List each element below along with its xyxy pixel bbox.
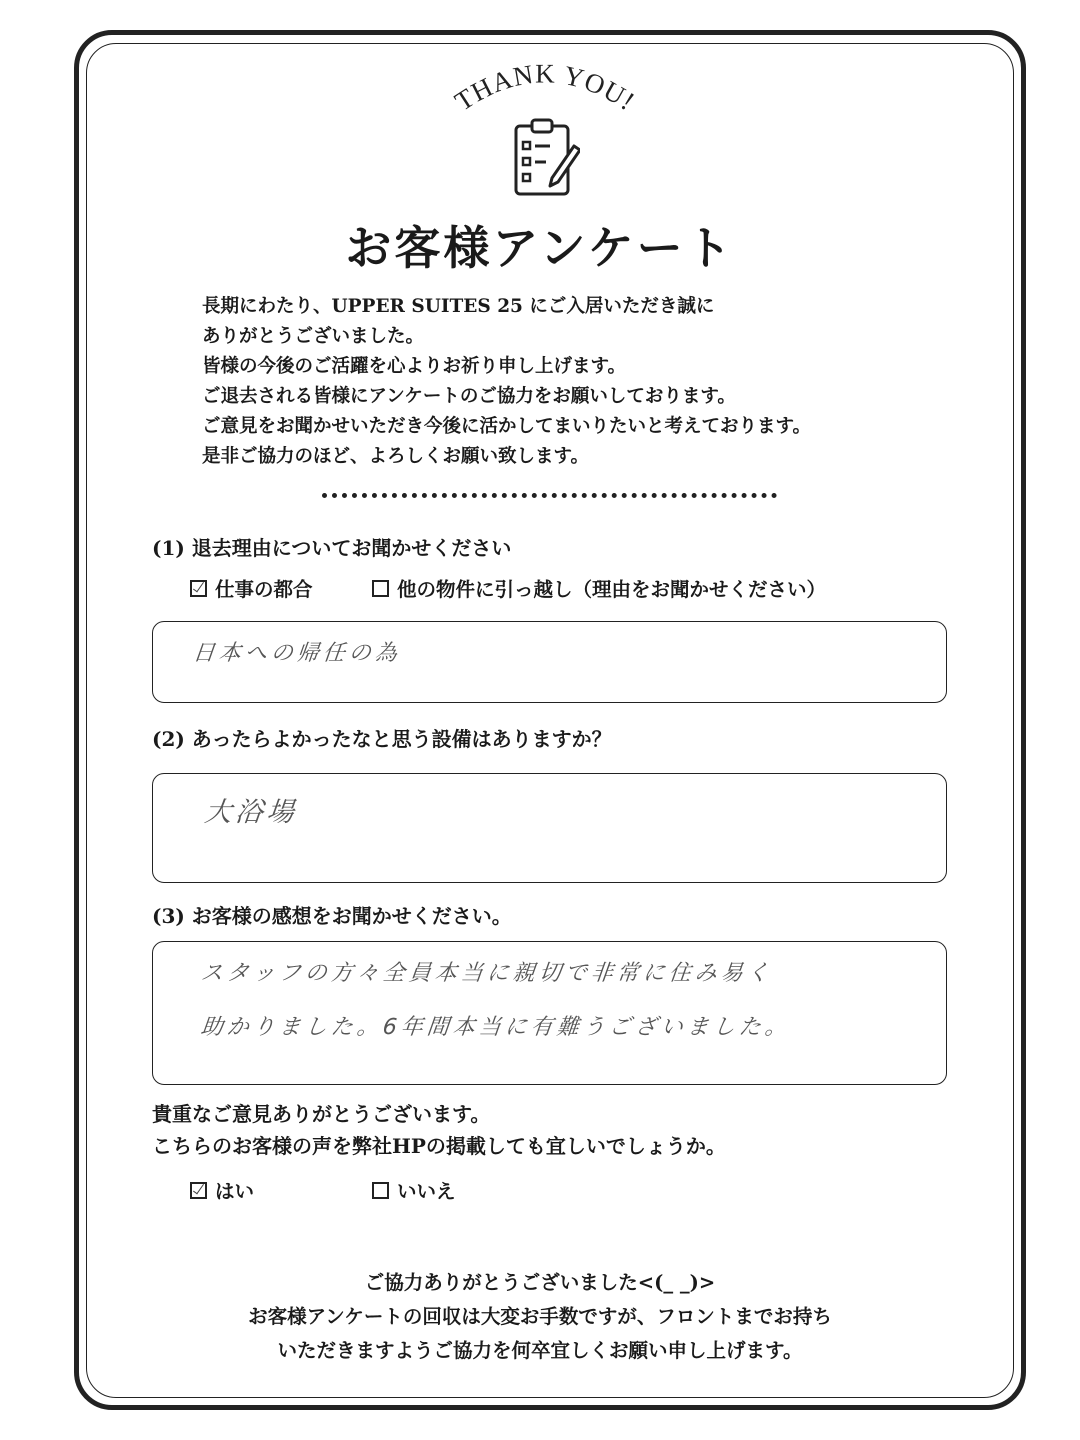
consent-yes-label: はい [215, 1180, 255, 1203]
q1-option-move[interactable] [372, 574, 826, 602]
intro-line: ありがとうございました。 [202, 326, 425, 347]
q3-handwritten-line: スタッフの方々全員本当に親切で非常に住み易く [199, 961, 775, 986]
page-title: お客様アンケート [345, 221, 735, 275]
dotted-divider [322, 493, 777, 498]
intro-text [202, 292, 811, 472]
q3-answer-box[interactable] [152, 941, 947, 1085]
q1-answer-box[interactable] [152, 621, 947, 703]
closing-line: いただきますようご協力を何卒宜しくお願い申し上げます。 [277, 1339, 803, 1362]
checkbox[interactable] [372, 1182, 389, 1199]
checkbox-checked[interactable] [190, 1182, 207, 1199]
closing-line: ご協力ありがとうございました<(_ _)> [364, 1271, 716, 1294]
q1-option-label: 他の物件に引っ越し（理由をお聞かせください） [397, 578, 827, 601]
closing-text [0, 1266, 1080, 1368]
svg-text:THANK YOU! [449, 58, 640, 116]
consent-no-label: いいえ [397, 1180, 456, 1203]
question-3: (3) お客様の感想をお聞かせください。 [152, 904, 512, 928]
intro-line: ご退去される皆様にアンケートのご協力をお願いしております。 [202, 386, 736, 407]
intro-line: 是非ご協力のほど、よろしくお願い致します。 [202, 446, 590, 467]
intro-line: 長期にわたり、UPPER SUITES 25 にご入居いただき誠に [202, 296, 715, 317]
checkbox[interactable] [372, 580, 389, 597]
q3-handwritten-line: 助かりました。6年間本当に有難うございました。 [199, 1015, 793, 1040]
consent-text [152, 1098, 726, 1162]
q1-option-label: 仕事の都合 [215, 578, 313, 601]
closing-line: お客様アンケートの回収は大変お手数ですが、フロントまでお持ち [248, 1305, 832, 1328]
consent-line: 貴重なご意見ありがとうございます。 [152, 1102, 491, 1126]
consent-line: こちらのお客様の声を弊社HPの掲載しても宜しいでしょうか。 [152, 1134, 726, 1158]
clipboard-checklist-icon [508, 116, 580, 198]
consent-option-yes[interactable] [190, 1176, 254, 1204]
thank-you-text: THANK YOU! [449, 58, 641, 117]
intro-line: ご意見をお聞かせいただき今後に活かしてまいりたいと考えております。 [202, 416, 812, 437]
q2-handwritten-answer: 大浴場 [203, 797, 300, 828]
checkbox-checked[interactable] [190, 580, 207, 597]
q1-option-work[interactable] [190, 574, 313, 602]
intro-line: 皆様の今後のご活躍を心よりお祈り申し上げます。 [202, 356, 627, 377]
question-2: (2) あったらよかったなと思う設備はありますか？ [152, 727, 612, 751]
consent-option-no[interactable] [372, 1176, 456, 1204]
question-1: (1) 退去理由についてお聞かせください [152, 536, 512, 560]
q2-answer-box[interactable] [152, 773, 947, 883]
q1-handwritten-answer: 日本への帰任の為 [191, 641, 403, 666]
